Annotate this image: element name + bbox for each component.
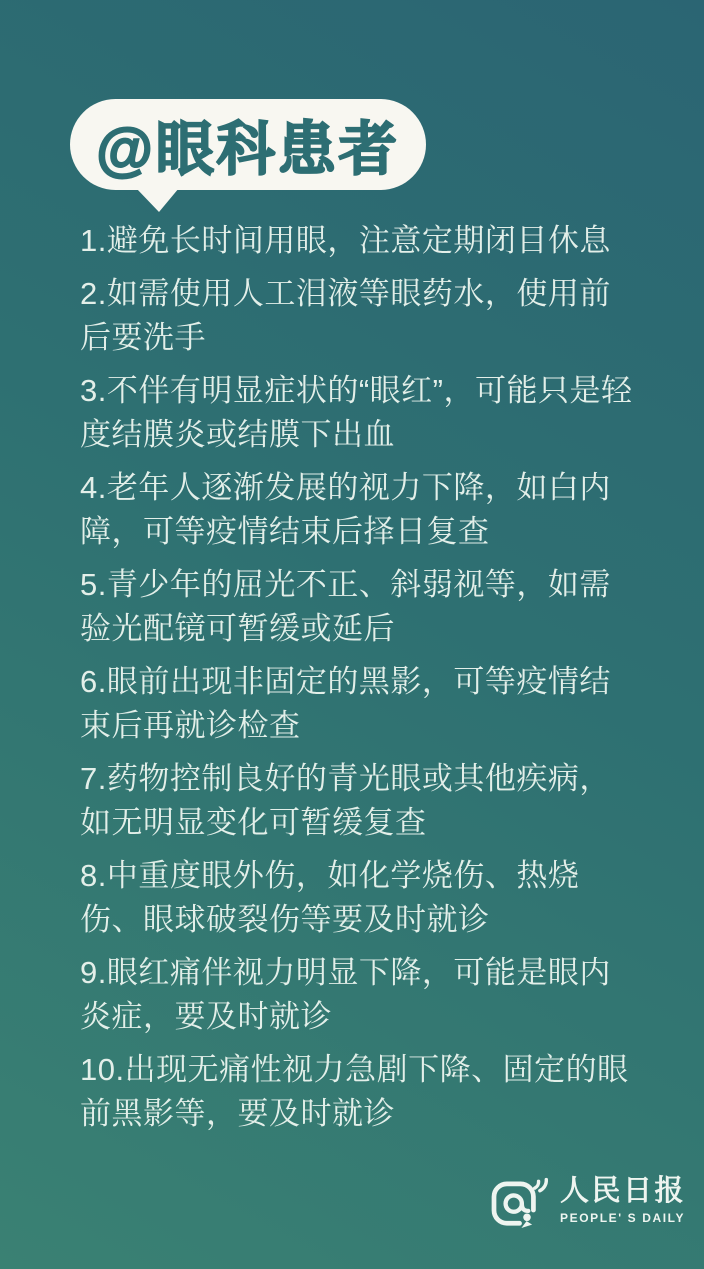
list-item: 1.避免长时间用眼，注意定期闭目休息 — [80, 223, 611, 258]
list-item: 3.不伴有明显症状的“眼红”，可能只是轻度结膜炎或结膜下出血 — [80, 373, 633, 452]
speech-bubble-tail-icon — [136, 188, 179, 212]
list-item: 8.中重度眼外伤，如化学烧伤、热烧伤、眼球破裂伤等要及时就诊 — [80, 858, 580, 937]
list-item: 7.药物控制良好的青光眼或其他疾病，如无明显变化可暂缓复查 — [80, 761, 611, 840]
peoples-daily-at-icon — [491, 1172, 551, 1230]
signal-waves-icon — [535, 1180, 547, 1191]
at-inner-circle — [506, 1195, 522, 1211]
list-item: 9.眼红痛伴视力明显下降，可能是眼内炎症，要及时就诊 — [80, 955, 611, 1034]
header-badge-label: @眼科患者 — [96, 116, 400, 182]
list-item: 4.老年人逐渐发展的视力下降，如白内障，可等疫情结束后择日复查 — [80, 470, 611, 549]
logo-text — [560, 1177, 686, 1225]
list-item: 5.青少年的屈光不正、斜弱视等，如需验光配镜可暂缓或延后 — [80, 567, 611, 646]
list-item: 2.如需使用人工泪液等眼药水，使用前后要洗手 — [80, 276, 611, 355]
list-item: 10.出现无痛性视力急剧下降、固定的眼前黑影等，要及时就诊 — [80, 1052, 629, 1131]
logo-cn-label: 人民日报 — [560, 1175, 687, 1207]
person-icon — [521, 1214, 532, 1228]
tips-list — [80, 219, 640, 1145]
peoples-daily-logo — [491, 1172, 686, 1230]
logo-en-label: PEOPLE' S DAILY — [560, 1211, 686, 1225]
header-badge — [70, 99, 426, 190]
list-item: 6.眼前出现非固定的黑影，可等疫情结束后再就诊检查 — [80, 664, 611, 743]
at-tail — [522, 1204, 528, 1211]
